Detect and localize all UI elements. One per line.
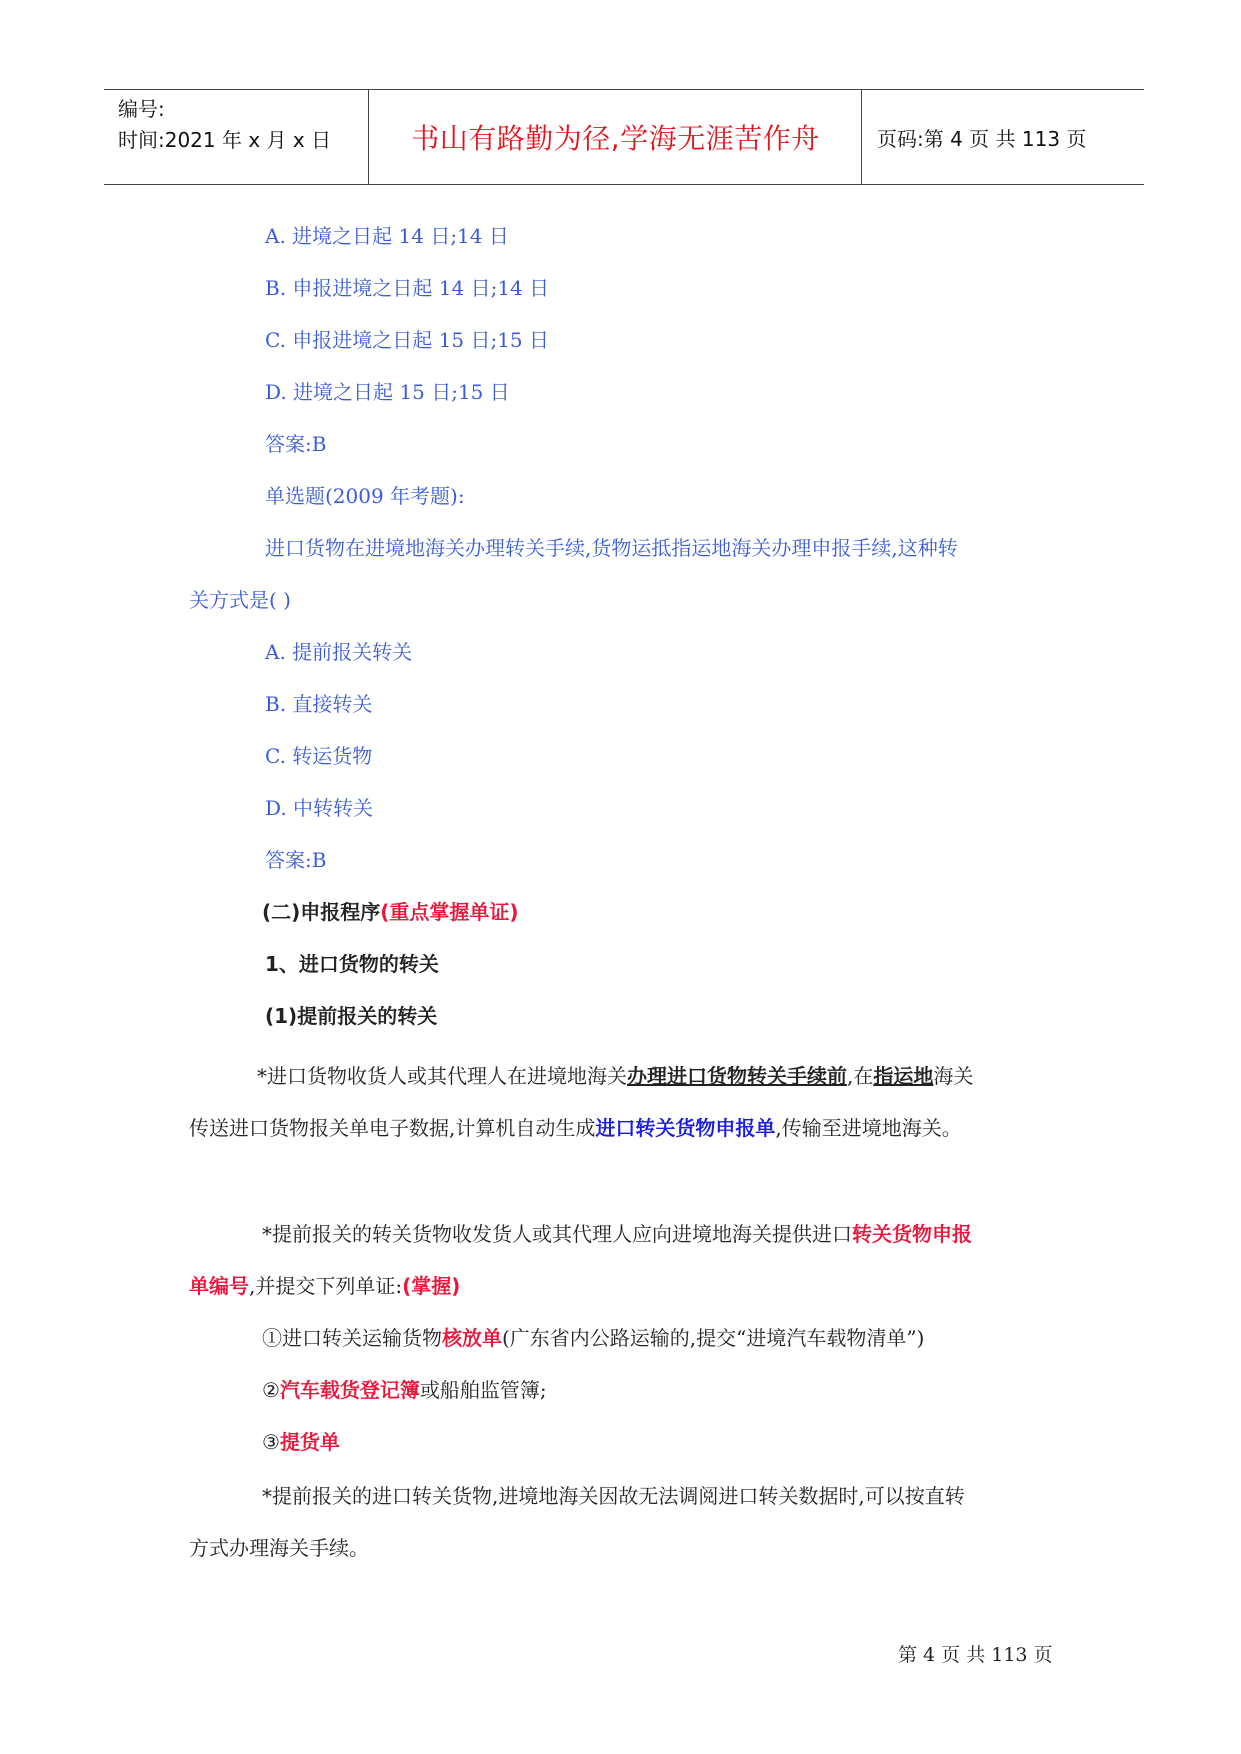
para1-highlight-blue: 进口转关货物申报单 xyxy=(595,1116,776,1140)
para2-text-b: ,并提交下列单证: xyxy=(249,1274,403,1298)
page-header xyxy=(104,89,1144,185)
para1-line2-text-b: ,传输至进境地海关。 xyxy=(775,1116,962,1140)
q2-stem-line2: 关方式是( ) xyxy=(189,588,291,612)
para1-text-b: ,在 xyxy=(847,1064,874,1088)
q1-answer: 答案:B xyxy=(265,432,327,456)
q2-stem-line1: 进口货物在进境地海关办理转关手续,货物运抵指运地海关办理申报手续,这种转 xyxy=(265,536,958,560)
header-page-number: 页码:第 4 页 共 113 页 xyxy=(877,126,1087,151)
doc-item-3 xyxy=(262,1428,340,1456)
para2-highlight-3: (掌握) xyxy=(402,1274,461,1298)
para1-text-a: *进口货物收货人或其代理人在进境地海关 xyxy=(257,1064,627,1088)
para1-line2 xyxy=(189,1114,962,1142)
subsection-heading-1: 1、进口货物的转关 xyxy=(265,952,439,976)
para1-underline-2: 指运地 xyxy=(873,1064,934,1088)
para2-highlight-2: 单编号 xyxy=(189,1274,249,1298)
para2-line2 xyxy=(189,1272,460,1300)
para3-line2: 方式办理海关手续。 xyxy=(189,1536,369,1560)
para3-line1: *提前报关的进口转关货物,进境地海关因故无法调阅进口转关数据时,可以按直转 xyxy=(262,1484,965,1508)
doc-item-3-number: ③ xyxy=(262,1430,280,1454)
para1-underline-1: 办理进口货物转关手续前 xyxy=(627,1064,847,1088)
header-motto: 书山有路勤为径,学海无涯苦作舟 xyxy=(411,122,820,155)
q2-option-d: D. 中转转关 xyxy=(265,796,374,820)
doc-item-2 xyxy=(262,1376,547,1404)
doc-item-2-text: 或船舶监管簿; xyxy=(419,1378,547,1402)
q2-option-a: A. 提前报关转关 xyxy=(265,640,413,664)
section-heading-emphasis: (重点掌握单证) xyxy=(380,900,519,924)
para1-line1 xyxy=(257,1062,973,1090)
header-motto-cell xyxy=(370,90,862,184)
doc-item-2-number: ② xyxy=(262,1378,280,1402)
doc-item-1-highlight: 核放单 xyxy=(442,1326,502,1350)
q2-answer: 答案:B xyxy=(265,848,327,872)
section-heading-text: (二)申报程序 xyxy=(262,900,381,924)
para2-text-a: *提前报关的转关货物收发货人或其代理人应向进境地海关提供进口 xyxy=(262,1222,852,1246)
document-time-label: 时间:2021 年 x 月 x 日 xyxy=(118,128,332,152)
doc-item-1-text-b: (广东省内公路运输的,提交“进境汽车载物清单”) xyxy=(502,1326,925,1350)
page-footer: 第 4 页 共 113 页 xyxy=(898,1644,1053,1666)
doc-item-3-highlight: 提货单 xyxy=(279,1430,340,1454)
q1-option-b: B. 申报进境之日起 14 日;14 日 xyxy=(265,276,550,300)
section-heading xyxy=(262,898,519,926)
q2-option-c: C. 转运货物 xyxy=(265,744,373,768)
para1-line2-text-a: 传送进口货物报关单电子数据,计算机自动生成 xyxy=(189,1116,596,1140)
q2-option-b: B. 直接转关 xyxy=(265,692,373,716)
header-page-cell xyxy=(863,90,1144,184)
header-left-cell xyxy=(104,90,369,184)
document-number-label: 编号: xyxy=(118,97,165,121)
q1-option-d: D. 进境之日起 15 日;15 日 xyxy=(265,380,510,404)
q2-type-label: 单选题(2009 年考题): xyxy=(265,484,465,508)
q1-option-a: A. 进境之日起 14 日;14 日 xyxy=(265,224,509,248)
para2-highlight-1: 转关货物申报 xyxy=(852,1222,972,1246)
para1-text-c: 海关 xyxy=(933,1064,974,1088)
doc-item-1-text-a: ①进口转关运输货物 xyxy=(262,1326,442,1350)
q1-option-c: C. 申报进境之日起 15 日;15 日 xyxy=(265,328,550,352)
doc-item-1 xyxy=(262,1324,924,1352)
doc-item-2-highlight: 汽车载货登记簿 xyxy=(279,1378,420,1402)
subsection-heading-2: (1)提前报关的转关 xyxy=(265,1004,438,1028)
para2-line1 xyxy=(262,1220,972,1248)
